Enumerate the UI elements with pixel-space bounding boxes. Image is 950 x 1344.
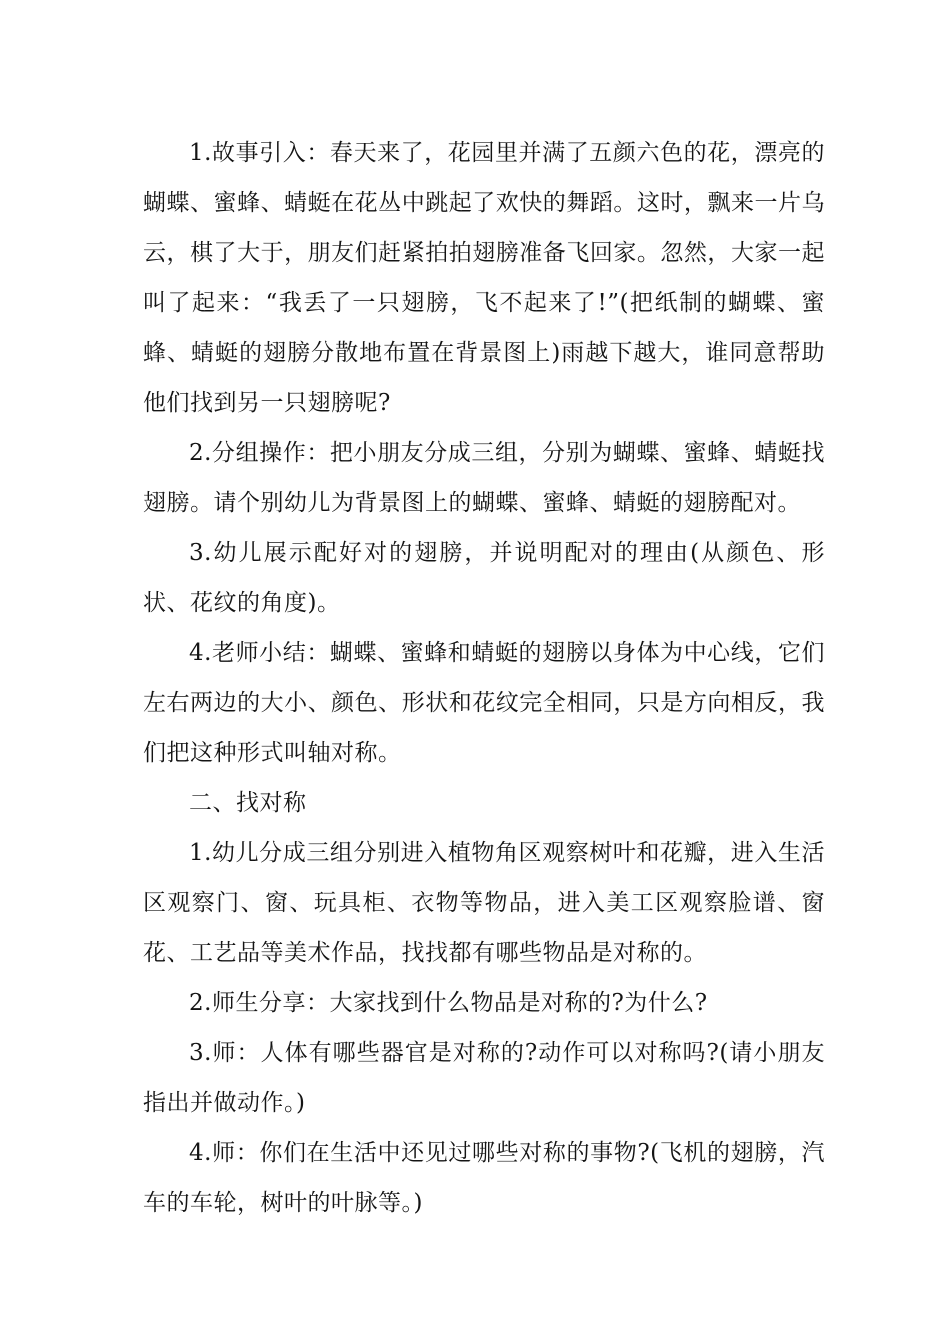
paragraph-body-organs: 3.师：人体有哪些器官是对称的?动作可以对称吗?(请小朋友指出并做动作。) <box>143 1040 825 1116</box>
section-heading-find-symmetry: 二、找对称 <box>189 790 307 816</box>
paragraph-teacher-summary: 4.老师小结：蝴蝶、蜜蜂和蜻蜓的翅膀以身体为中心线，它们左右两边的大小、颜色、形状和花纹完全相同，只是方向相反，我们把这种形式叫轴对称。 <box>143 640 825 766</box>
paragraph-life-examples: 4.师：你们在生活中还见过哪些对称的事物?(飞机的翅膀，汽车的车轮，树叶的叶脉等。) <box>143 1140 825 1216</box>
paragraph-share: 2.师生分享：大家找到什么物品是对称的?为什么? <box>189 990 708 1016</box>
paragraph-story-intro: 1.故事引入：春天来了，花园里并满了五颜六色的花，漂亮的蝴蝶、蜜蜂、蜻蜓在花丛中跳起了欢快的舞蹈。这时，飘来一片乌云，棋了大于，朋友们赶紧拍拍翅膀准备飞回家。忽然，大家一起叫了起来：“我丢了一只翅膀，飞不起来了!”(把纸制的蝴蝶、蜜蜂、蜻蜓的翅膀分散地布置在背景图上)雨越下越大，谁同意帮助他们找到另一只翅膀呢? <box>143 140 825 416</box>
paragraph-group-operation: 2.分组操作：把小朋友分成三组，分别为蝴蝶、蜜蜂、蜻蜓找翅膀。请个别幼儿为背景图上的蝴蝶、蜜蜂、蜻蜓的翅膀配对。 <box>143 440 825 516</box>
paragraph-group-observe: 1.幼儿分成三组分别进入植物角区观察树叶和花瓣，进入生活区观察门、窗、玩具柜、衣物等物品，进入美工区观察脸谱、窗花、工艺品等美术作品，找找都有哪些物品是对称的。 <box>143 840 825 966</box>
paragraph-display-pairs: 3.幼儿展示配好对的翅膀，并说明配对的理由(从颜色、形状、花纹的角度)。 <box>143 540 825 616</box>
document-body <box>143 128 825 1228</box>
